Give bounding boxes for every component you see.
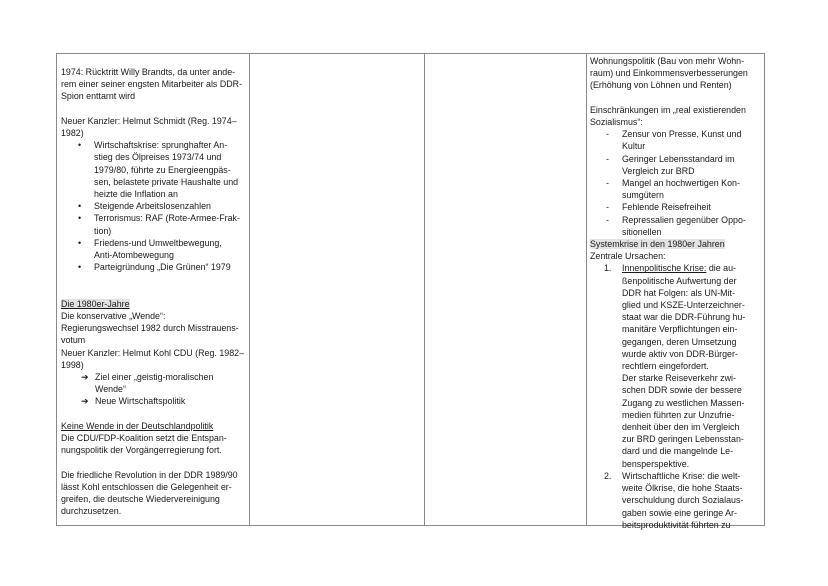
list-item [61, 200, 245, 212]
heading-1980s: Die 1980er-Jahre [61, 298, 130, 309]
text-line: lässt Kohl entschlossen die Gelegenheit er- [61, 481, 232, 492]
text-line: (Erhöhung von Löhnen und Renten) [590, 80, 732, 91]
list-item [61, 261, 245, 273]
list-item [590, 201, 760, 213]
text-line: Regierungswechsel 1982 durch Misstrauens- [61, 323, 239, 334]
text-line: staat war die DDR-Führung hu- [622, 312, 746, 323]
text-line: rem einer seiner engsten Mitarbeiter als DDR- [61, 79, 243, 90]
bullet-marker: - [606, 153, 609, 164]
text-line: Mangel an hochwertigen Kon- [622, 178, 740, 189]
text-line: nungspolitik der Vorgängerregierung fort. [61, 445, 222, 456]
column-divider [586, 54, 587, 525]
revolution-text [61, 469, 245, 518]
wohnungspolitik-text [590, 55, 760, 92]
list-item [590, 214, 760, 238]
bullet-marker: - [606, 214, 609, 225]
bullet-marker: - [606, 178, 609, 189]
schmidt-issues-list [61, 139, 245, 273]
text-line: ßenpolitische Aufwertung der [622, 275, 737, 286]
text-line: 1998) [61, 359, 84, 370]
bullet-marker: • [78, 262, 82, 273]
list-item [590, 262, 760, 469]
list-item [61, 395, 245, 407]
text-line: tion) [94, 225, 112, 236]
column-divider [249, 54, 250, 525]
bullet-marker: - [606, 129, 609, 140]
text-line: Innenpolitische Krise: die au- [622, 263, 736, 274]
list-item [61, 139, 245, 200]
schmidt-chancellor [61, 115, 245, 139]
text-line: Zensur von Presse, Kunst und [622, 129, 742, 140]
text-line: glied und KSZE-Unterzeichner- [622, 300, 745, 311]
text-line: Wirtschaftskrise: sprunghafter An- [94, 140, 228, 151]
text-line: manitäre Verpflichtungen ein- [622, 324, 738, 335]
text-line: 1979/80, führte zu Energieengpäs- [94, 164, 231, 175]
bullet-marker: • [78, 237, 82, 248]
text-line: Vergleich zur BRD [622, 165, 695, 176]
text-line: Friedens-und Umweltbewegung, [94, 237, 222, 248]
ursachen-label: Zentrale Ursachen: [590, 251, 666, 262]
list-item [590, 470, 760, 531]
text-line: gaben sowie eine geringe Ar- [622, 507, 737, 518]
list-number: 1. [604, 263, 612, 274]
list-item [590, 128, 760, 152]
text-line: DDR hat Folgen: als UN-Mit- [622, 287, 735, 298]
text-line: denheit über den im Vergleich [622, 422, 740, 433]
text-line: Neue Wirtschaftspolitik [95, 396, 186, 407]
text-line: Geringer Lebensstandard im [622, 153, 735, 164]
list-item [590, 177, 760, 201]
text-line: Steigende Arbeitslosenzahlen [94, 201, 211, 212]
text-line: Fehlende Reisefreiheit [622, 202, 711, 213]
bullet-marker: • [78, 213, 82, 224]
text-line: medien führten zur Unzufrie- [622, 409, 735, 420]
bullet-marker: • [78, 201, 82, 212]
bullet-marker: • [78, 140, 82, 151]
text-line: stieg des Ölpreises 1973/74 und [94, 152, 222, 163]
text-line: Die friedliche Revolution in der DDR 1989/90 [61, 469, 238, 480]
kohl-chancellor [61, 347, 245, 371]
text-line: Spion enttarnt wird [61, 91, 135, 102]
text-line: Der starke Reiseverkehr zwi- [622, 373, 736, 384]
text-line: votum [61, 335, 86, 346]
heading-systemkrise: Systemkrise in den 1980er Jahren [590, 239, 725, 250]
text-line: Kultur [622, 141, 646, 152]
text-line: Die CDU/FDP-Koalition setzt die Entspan- [61, 433, 227, 444]
text-line: Wirtschaftliche Krise: die welt- [622, 470, 741, 481]
text-line: Die konservative „Wende“: [61, 311, 166, 322]
text-line: Zugang zu westlichen Massen- [622, 397, 745, 408]
text-line: sitionellen [622, 226, 662, 237]
text-line: durchzusetzen. [61, 506, 122, 517]
list-item [61, 212, 245, 236]
text-line: zur BRD geringen Lebensstan- [622, 434, 744, 445]
text-line: verschuldung durch Sozialaus- [622, 495, 744, 506]
text-line: gegangen, deren Umsetzung [622, 336, 737, 347]
text-line: Parteigründung „Die Grünen“ 1979 [94, 262, 231, 273]
bullet-marker: - [606, 202, 609, 213]
text-line: Neuer Kanzler: Helmut Schmidt (Reg. 1974– [61, 115, 237, 126]
text-line: 1974: Rücktritt Willy Brandts, da unter ande- [61, 67, 236, 77]
text-line: Ziel einer „geistig-moralischen [95, 372, 214, 383]
text-line: Repressalien gegenüber Oppo- [622, 214, 746, 225]
text-line: Terrorismus: RAF (Rote-Armee-Frak- [94, 213, 240, 224]
column-divider [424, 54, 425, 525]
list-item [590, 153, 760, 177]
text-line: Sozialismus“: [590, 117, 643, 127]
text-line: 1982) [61, 128, 84, 138]
text-line: raum) und Einkommensverbesserungen [590, 68, 748, 79]
text-line: Wende“ [95, 384, 126, 395]
einschraenkungen-text [590, 104, 760, 128]
text-line: rechtlern eingefordert. [622, 361, 709, 372]
coalition-text [61, 432, 245, 456]
heading-deutschlandpolitik: Keine Wende in der Deutschlandpolitik [61, 420, 214, 431]
text-line: heizte die Inflation an [94, 189, 178, 200]
brandt-resignation [61, 66, 245, 103]
text-line: Einschränkungen im „real existierenden [590, 104, 746, 115]
wende-text [61, 310, 245, 347]
column-ddr [590, 54, 760, 531]
kohl-goals-list [61, 371, 245, 408]
crisis-causes-list [590, 262, 760, 530]
text-line: schen DDR sowie der bessere [622, 385, 742, 396]
text-line: dard und die mangelnde Le- [622, 446, 734, 457]
text-line: Anti-Atombewegung [94, 250, 174, 261]
bullet-marker: ➔ [81, 396, 89, 407]
bullet-marker: ➔ [81, 372, 89, 383]
text-line: Wohnungspolitik (Bau von mehr Wohn- [590, 56, 745, 66]
text-line: bensperspektive. [622, 458, 690, 469]
column-1980s-brd [61, 54, 245, 517]
text-line: sen, belastete private Haushalte und [94, 176, 239, 187]
restrictions-list [590, 128, 760, 238]
list-number: 2. [604, 470, 612, 481]
list-item [61, 237, 245, 261]
list-item [61, 371, 245, 395]
text-line: Neuer Kanzler: Helmut Kohl CDU (Reg. 1982– [61, 347, 245, 358]
text-line: wurde aktiv von DDR-Bürger- [622, 348, 738, 359]
text-line: sumgütern [622, 190, 664, 201]
text-line: greifen, die deutsche Wiedervereinigung [61, 494, 220, 505]
document-table [56, 53, 765, 530]
text-line: weite Ölkrise, die hohe Staats- [622, 483, 743, 494]
text-line: beitsproduktivität führten zu [622, 519, 731, 530]
